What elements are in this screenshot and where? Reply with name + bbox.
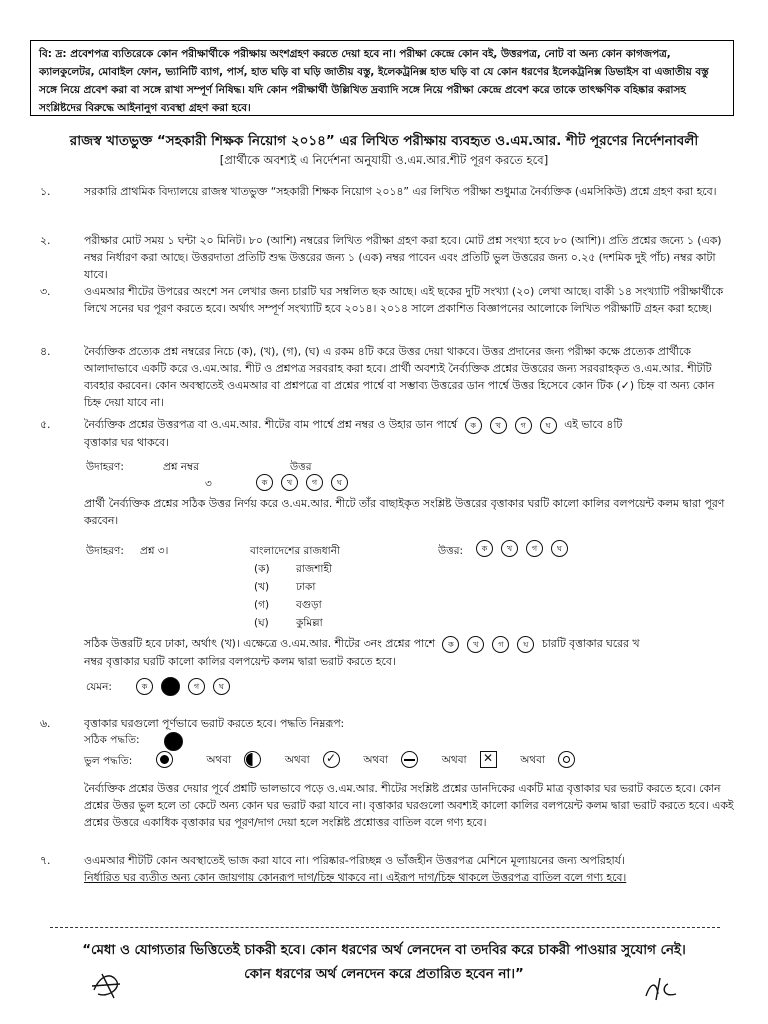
choice-key: (ঘ) (254, 617, 269, 629)
choice-text: রাজশাহী (296, 563, 332, 575)
section-text: ওএমআর শীটের উপরের অংশে সন লেখার জন্য চারটি ঘর সম্বলিত ছক আছে। এই ছকের দুটি সংখ্যা (২০) লেখা আছে। বাকী ১৪ সংখ্যাটি পরীক্ষার্থীকে লিখে সনের ঘর পূরণ করতে হবে। অর্থাৎ সম্পূর্ণ সংখ্যাটি হবে ২০১৪। ২০১৪ সালে প্রকাশিত বিজ্ঞাপনের আলোকে লিখিত পরীক্ষাটি গ্রহন করা হচ্ছে। (84, 285, 724, 315)
example-bubbles (472, 540, 572, 557)
section-number: ৫. (40, 418, 51, 431)
section-text: ওএমআর শীটটি কোন অবস্থাতেই ভাজ করা যাবে না। পরিষ্কার-পরিচ্ছন্ন ও ভাঁজহীন উত্তরপত্র মেশিনে মূল্যায়নের জন্য অপরিহার্য। (84, 854, 625, 867)
bubble-option: খ (490, 417, 507, 434)
example-label: উদাহরণ: (86, 461, 124, 473)
section-2 (40, 232, 740, 283)
question-number-header: প্রশ্ন নম্বর (163, 461, 200, 473)
section-text: এই ভাবে ৪টি (564, 418, 623, 431)
divider (50, 927, 720, 928)
bubble-filled (161, 677, 180, 696)
or-text: অথবা (520, 753, 546, 766)
answer-bubbles (438, 635, 538, 653)
section-number: ২. (40, 234, 51, 247)
answer-header: উত্তর (290, 461, 312, 473)
bubble-option: ক (442, 636, 459, 653)
or-text: অথবা (363, 753, 389, 766)
bubble-option: গ (188, 678, 205, 695)
section-text: বৃত্তাকার ঘরগুলো পূর্ণভাবে ভরাট করতে হবে। পদ্ধতি নিম্নরূপ: (84, 717, 345, 730)
section-number: ৭. (40, 854, 51, 867)
bubble-option: ক (476, 540, 493, 557)
choice-key: (গ) (254, 599, 270, 611)
section-1 (40, 183, 740, 200)
bubble-option: ঘ (213, 678, 230, 695)
page-title: রাজস্ব খাতভুক্ত “সহকারী শিক্ষক নিয়োগ ২০১৪” এর লিখিত পরীক্ষায় ব্যবহৃত ও.এম.আর. শীট পূরণের নির্দেশনাবলী (69, 133, 699, 149)
such-as-label: যেমন: (86, 681, 112, 693)
notice-box (30, 40, 734, 116)
bubble-option: ঘ (331, 474, 348, 491)
section-5-correct (40, 635, 740, 670)
tick-bubble-icon (323, 751, 340, 768)
bubble-option: খ (281, 474, 298, 491)
section-text: চারটি বৃত্তাকার ঘরের খ (541, 637, 640, 650)
slogan-line-1: “মেধা ও যোগ্যতার ভিত্তিতেই চাকরী হবে। কোন ধরণের অর্থ লেনদেন বা তদবির করে চাকরী পাওয়ার সুযোগ নেই। (82, 943, 686, 958)
bubble-option: ঘ (517, 636, 534, 653)
choice-key: (খ) (254, 581, 270, 593)
section-number: ১. (40, 185, 51, 198)
section-text: নৈর্ব্যক্তিক প্রত্যেক প্রশ্ন নম্বরের নিচে (ক), (খ), (গ), (ঘ) এ রকম ৪টি করে উত্তর দেয়া থাকবে। উত্তর প্রদানের জন্য পরীক্ষা কক্ষে প্রত্যেক প্রার্থীকে আলাদাভাবে একটি করে ও.এম.আর. শীট ও প্রশ্নপত্র সরবরাহ করা হবে। প্রার্থী অবশ্যই নৈর্ব্যক্তিক প্রশ্নের উত্তরের জন্য সরবরাহকৃত ও.এম.আর. শীটটি ব্যবহার করবেন। কোন অবস্থাতেই ওএমআর বা প্রশ্নপত্রে বা প্রশ্নের পার্শ্বে বা সম্ভাব্য উত্তরের ডান পার্শ্বে উত্তর হিসেবে কোন টিক (✓) চিহ্ন বা অন্য কোন চিহ্ন দেয়া যাবে না। (84, 345, 715, 409)
signature-left (90, 968, 124, 1002)
section-number: ৪. (40, 345, 51, 358)
section-number: ৬. (40, 717, 51, 730)
answer-bubbles (461, 416, 561, 434)
section-text: নম্বর বৃত্তাকার ঘরটি কালো কালির বলপয়েন্ট কলম দ্বারা ভরাট করতে হবে। (84, 654, 396, 668)
choice-text: বগুড়া (296, 599, 322, 611)
example-question: প্রশ্ন ৩। (140, 545, 169, 557)
section-6-para (40, 780, 740, 831)
section-5 (40, 416, 740, 451)
small-dot-bubble-icon (156, 751, 173, 768)
dash-bubble-icon (401, 751, 418, 768)
section-text: পরীক্ষার মোট সময় ১ ঘন্টা ২০ মিনিট। ৮০ (আশি) নম্বরের লিখিত পরীক্ষা গ্রহণ করা হবে। মোট প্রশ্ন সংখ্যা হবে ৮০ (আশি)। প্রতি প্রশ্নের জন্যে ১ (এক) নম্বর নির্ধারণ করা আছে। উত্তরদাতা প্রতিটি শুদ্ধ উত্তরের জন্য ১ (এক) নম্বর পাবেন এবং প্রতিটি ভুল উত্তরের জন্য ০.২৫ (দশমিক দুই পাঁচ) নম্বর কাটা যাবে। (84, 234, 722, 281)
cross-box-icon (480, 751, 497, 768)
bubble-option: ঘ (540, 417, 557, 434)
or-text: অথবা (206, 753, 232, 766)
choice-text: ঢাকা (296, 581, 316, 593)
section-4 (40, 343, 740, 411)
page-subtitle: [প্রার্থীকে অবশ্যই এ নির্দেশনা অনুযায়ী ও.এম.আর.শীট পূরণ করতে হবে] (219, 153, 549, 167)
half-filled-bubble-icon (244, 751, 261, 768)
section-text: নৈর্ব্যক্তিক প্রশ্নের উত্তর দেয়ার পূর্বে প্রশ্নটি ভালভাবে পড়ে ও.এম.আর. শীটের সংশ্লিষ্ট প্রশ্নের ডানদিকের একটি মাত্র বৃত্তাকার ঘর ভরাট করতে হবে। কোন প্রশ্নের উত্তর ভুল হলে তা কেটে অন্য কোন ঘর ভরাট করা যাবে না। বৃত্তাকার ঘরগুলো অবশ্যই কালো কালির বলপয়েন্ট কলম দ্বারা ভরাট করতে হবে। একই প্রশ্নের উত্তরে একাধিক বৃত্তাকার ঘর পূরণ/দাগ দেয়া হলে সংশ্লিষ্ট প্রশ্নোত্তর বাতিল বলে গণ্য হবে। (84, 782, 734, 829)
bubble-option: গ (492, 636, 509, 653)
section-text: সরকারি প্রাথমিক বিদ্যালয়ে রাজস্ব খাতভুক্ত “সহকারী শিক্ষক নিয়োগ ২০১৪” এর লিখিত পরীক্ষা শুধুমাত্র নৈর্ব্যক্তিক (এমসিকিউ) প্রশ্নে গ্রহণ করা হবে। (84, 185, 717, 198)
example-label: উদাহরণ: (86, 545, 124, 557)
wrong-method-label: ভুল পদ্ধতি: (84, 755, 133, 767)
section-text: বৃত্তাকার ঘর থাকবে। (84, 435, 169, 449)
bubble-option: ঘ (551, 540, 568, 557)
bubble-option: গ (306, 474, 323, 491)
section-5-para (40, 495, 740, 529)
example-question-text: বাংলাদেশের রাজধানী (250, 545, 340, 557)
section-text: প্রার্থী নৈর্ব্যক্তিক প্রশ্নের সঠিক উত্তর নির্ণয় করে ও.এম.আর. শীটে তাঁর বাছাইকৃত সংশ্লিষ্ট উত্তরের বৃত্তাকার ঘরটি কালো কালির বলপয়েন্ট কলম দ্বারা পূরণ করবেন। (84, 497, 725, 527)
filled-bubble-icon (164, 732, 183, 751)
slogan-line-2: কোন ধরণের অর্থ লেনদেন করে প্রতারিত হবেন না।” (244, 967, 524, 982)
bubble-option: গ (515, 417, 532, 434)
section-number: ৩. (40, 285, 51, 298)
or-text: অথবা (441, 753, 467, 766)
example-question-number: ৩ (205, 478, 212, 490)
bubble-option: ক (256, 474, 273, 491)
or-text: অথবা (284, 753, 310, 766)
choice-key: (ক) (254, 563, 270, 575)
notice-text: বি: দ্র: প্রবেশপত্র ব্যতিরেকে কোন পরীক্ষার্থীকে পরীক্ষায় অংশগ্রহণ করতে দেয়া হবে না। পরীক্ষা কেন্দ্রে কোন বই, উত্তরপত্র, নোট বা অন্য কোন কাগজপত্র, ক্যালকুলেটর, মোবাইল ফোন, ভ্যানিটি ব্যাগ, পার্স, হাত ঘড়ি বা ঘড়ি জাতীয় বস্তু, ইলেকট্রনিক্স হাত ঘড়ি বা যে কোন ধরণের ইলেকট্রনিক্স ডিভাইস বা এজাতীয় বস্তু সঙ্গে নিয়ে প্রবেশ করা বা সঙ্গে রাখা সম্পূর্ণ নিষিদ্ধ। যদি কোন পরীক্ষার্থী উল্লিখিত দ্রব্যাদি সঙ্গে নিয়ে পরীক্ষা কেন্দ্রে প্রবেশ করে তাকে তাৎক্ষণিক বহিষ্কার করাসহ সংশ্লিষ্টদের বিরুদ্ধে আইনানুগ ব্যবস্থা গ্রহণ করা হবে। (39, 48, 709, 114)
example-bubbles (252, 474, 352, 491)
bubble-option: ক (136, 678, 153, 695)
section-3 (40, 283, 740, 317)
filled-example-bubbles (132, 677, 234, 696)
wrong-method-symbols (152, 751, 579, 770)
section-text: নৈর্ব্যক্তিক প্রশ্নের উত্তরপত্র বা ও.এম.আর. শীটের বাম পার্শ্বে প্রশ্ন নম্বর ও উহার ডান পার্শ্বে (84, 418, 458, 431)
example-answer-label: উত্তর: (438, 545, 464, 557)
bubble-option: ক (465, 417, 482, 434)
bubble-option: খ (467, 636, 484, 653)
bubble-option: খ (501, 540, 518, 557)
section-7 (40, 852, 740, 886)
signature-right (642, 974, 682, 1004)
ring-bubble-icon (558, 751, 575, 768)
section-6 (40, 715, 740, 732)
section-text: সঠিক উত্তরটি হবে ঢাকা, অর্থাৎ (খ)। এক্ষেত্রে ও.এম.আর. শীটের ৩নং প্রশ্নের পাশে (84, 637, 435, 650)
bubble-option: গ (526, 540, 543, 557)
correct-method-label: সঠিক পদ্ধতি: (84, 734, 140, 746)
choice-text: কুমিল্লা (296, 617, 323, 629)
section-text-underlined: নির্ধারিত ঘর ব্যতীত অন্য কোন জায়গায় কোনরূপ দাগ/চিহ্ন থাকবে না। এইরূপ দাগ/চিহ্ন থাকলে উত্তরপত্র বাতিল বলে গণ্য হবে। (84, 871, 627, 884)
